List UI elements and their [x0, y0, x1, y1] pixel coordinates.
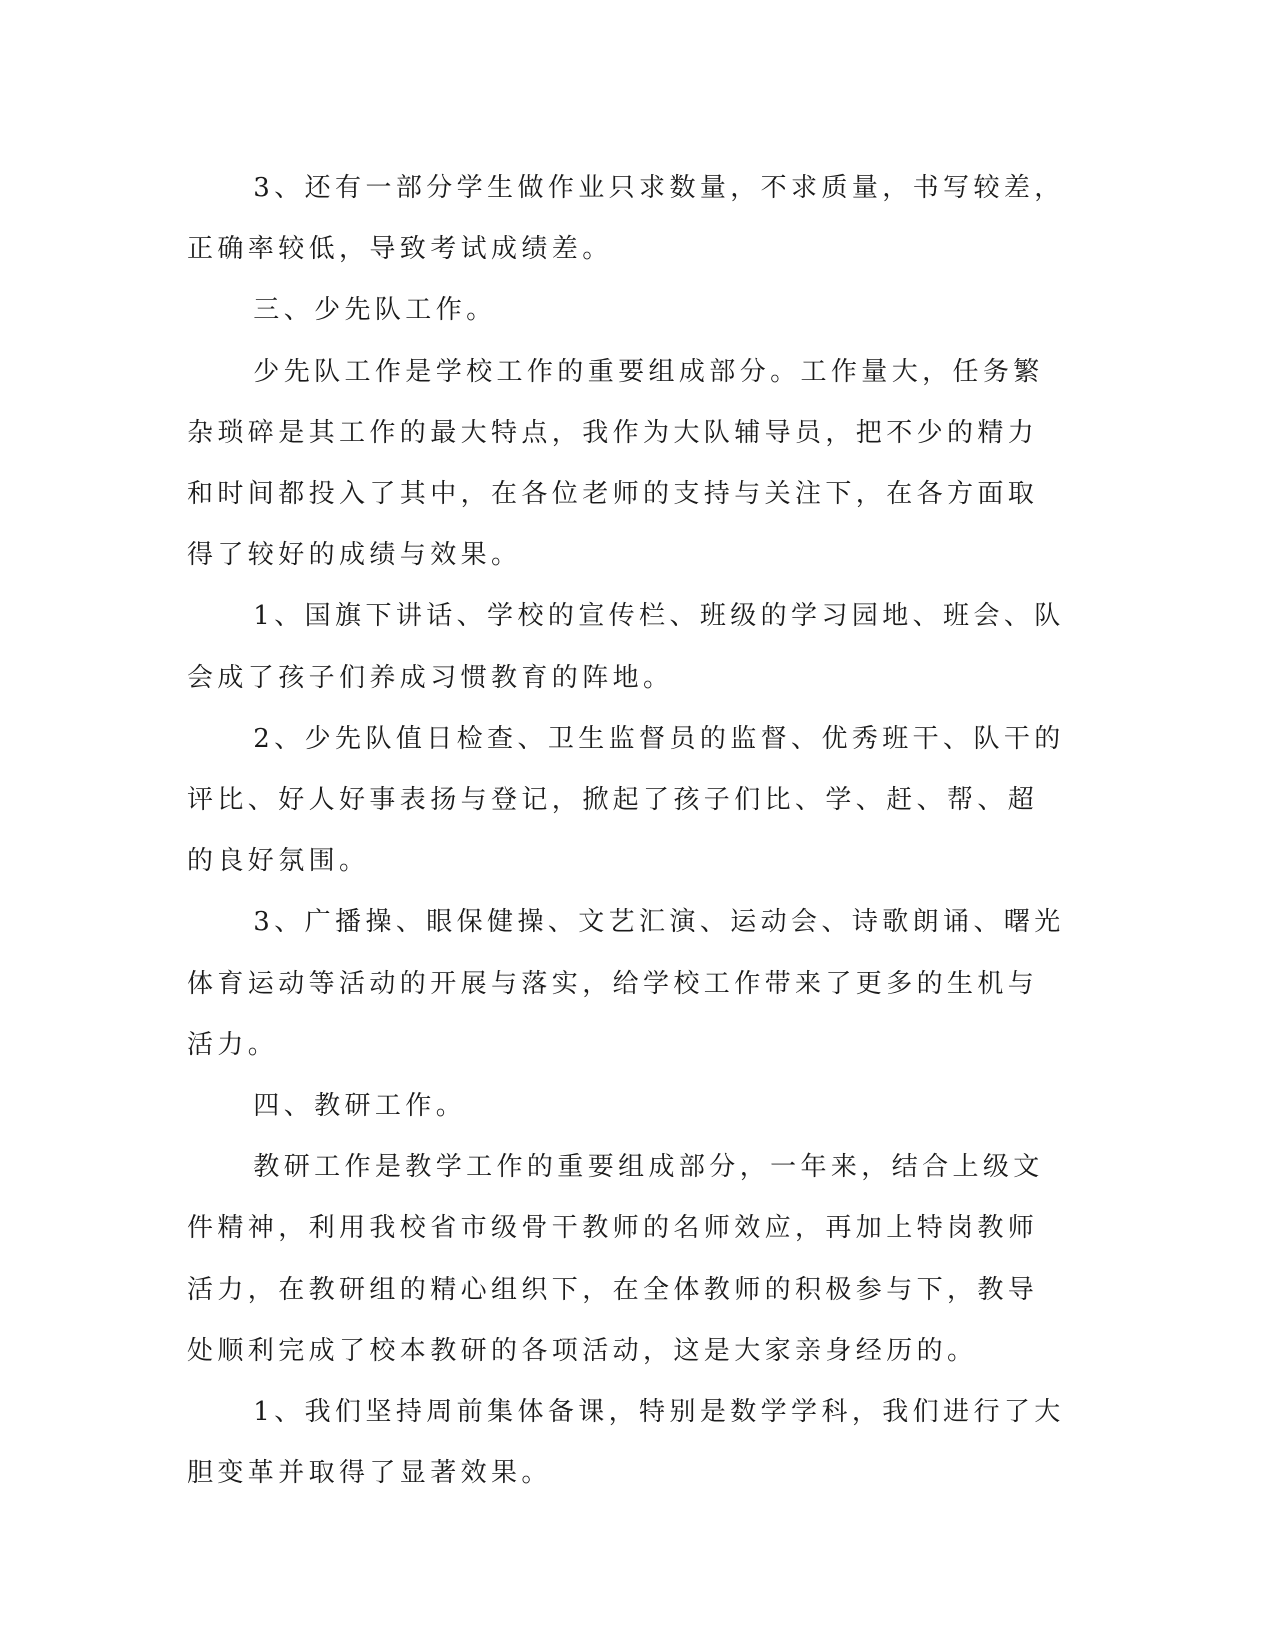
- document-body: [187, 158, 1067, 1504]
- paragraph-item-1-flag-speech: 1、国旗下讲话、学校的宣传栏、班级的学习园地、班会、队会成了孩子们养成习惯教育的阵地。: [187, 601, 1065, 693]
- section-heading-young-pioneers: 三、少先队工作。: [253, 295, 497, 326]
- section-heading-teaching-research: 四、教研工作。: [253, 1091, 467, 1122]
- paragraph-item-1-lesson-prep: 1、我们坚持周前集体备课，特别是数学学科，我们进行了大胆变革并取得了显著效果。: [187, 1397, 1065, 1489]
- paragraph-item-3-activities: 3、广播操、眼保健操、文艺汇演、运动会、诗歌朗诵、曙光体育运动等活动的开展与落实，给学校工作带来了更多的生机与活力。: [187, 907, 1065, 1060]
- paragraph-item-3-homework-quality: 3、还有一部分学生做作业只求数量，不求质量，书写较差，正确率较低，导致考试成绩差。: [187, 173, 1065, 265]
- paragraph-item-2-duty-inspection: 2、少先队值日检查、卫生监督员的监督、优秀班干、队干的评比、好人好事表扬与登记，掀起了孩子们比、学、赶、帮、超的良好氛围。: [187, 723, 1065, 877]
- paragraph-young-pioneers-intro: 少先队工作是学校工作的重要组成部分。工作量大，任务繁杂琐碎是其工作的最大特点，我作为大队辅导员，把不少的精力和时间都投入了其中，在各位老师的支持与关注下，在各方面取得了较好的成绩与效果。: [187, 356, 1044, 571]
- paragraph-teaching-research-intro: 教研工作是教学工作的重要组成部分，一年来，结合上级文件精神，利用我校省市级骨干教师的名师效应，再加上特岗教师活力，在教研组的精心组织下，在全体教师的积极参与下，教导处顺利完成了校本教研的各项活动，这是大家亲身经历的。: [187, 1152, 1044, 1366]
